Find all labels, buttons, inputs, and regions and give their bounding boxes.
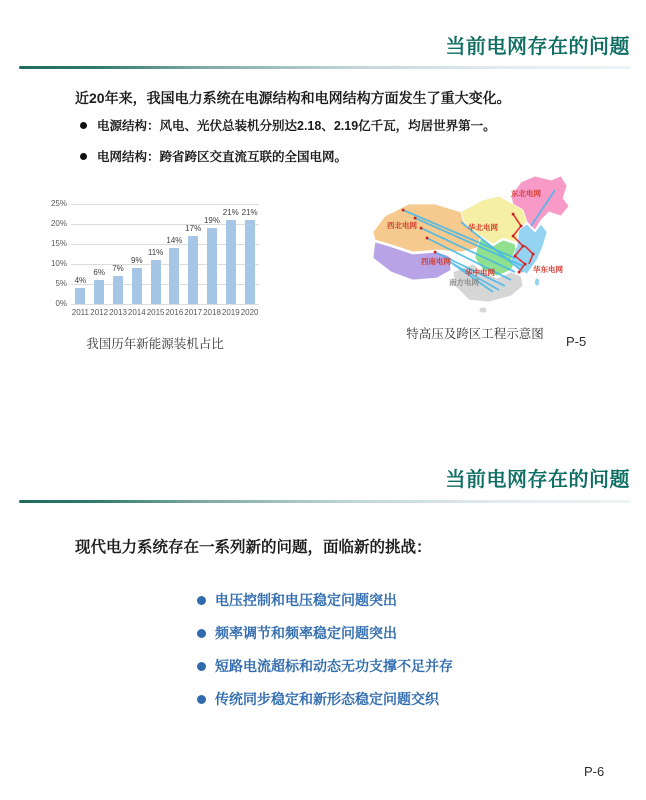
map-label-central: 华中电网 [465,268,495,277]
slide-2-intro: 现代电力系统存在一系列新的问题，面临新的挑战： [75,539,432,556]
x-axis-tick: 2011 [71,308,89,317]
bar [132,268,142,304]
new-energy-bar-chart [45,184,265,352]
china-map-box [365,172,585,314]
x-axis-tick: 2017 [184,308,203,317]
china-grid-map [363,172,587,342]
bar-value-label: 9% [131,256,143,265]
bar [207,228,217,304]
bullet-item [197,623,453,643]
x-axis-tick: 2013 [109,308,127,317]
y-axis-tick: 10% [50,259,67,268]
x-axis-tick: 2012 [90,308,109,317]
bar-value-label: 21% [222,208,239,217]
y-axis-tick: 5% [55,279,67,288]
bar-value-label: 17% [185,224,202,233]
bullet-icon [197,629,206,638]
hainan-island [479,307,487,313]
bar [169,248,179,304]
bullet-item [80,116,496,134]
map-label-northwest: 西北电网 [387,221,417,230]
bar [113,276,123,304]
china-map-svg [365,172,585,314]
slide-2-title: 当前电网存在的问题 [445,469,630,491]
bar-chart-caption: 我国历年新能源装机占比 [86,337,224,351]
x-axis-tick: 2014 [127,308,146,317]
bullet-item [197,689,453,709]
bullet-icon [197,596,206,605]
bullet-label: 电网结构：跨省跨区交直流互联的全国电网。 [97,150,348,164]
bar [151,260,161,304]
map-label-southwest: 西南电网 [421,257,451,266]
slide-1-title: 当前电网存在的问题 [445,36,630,58]
bullet-label: 电压控制和电压稳定问题突出 [215,592,397,608]
bullet-item [197,590,453,610]
bullet-icon [197,695,206,704]
y-axis-tick: 25% [50,199,67,208]
x-axis-tick: 2016 [165,308,184,317]
x-axis-tick: 2019 [221,308,240,317]
map-label-south: 南方电网 [449,278,479,287]
bar-value-label: 6% [93,268,105,277]
slide-1-bullet-list [80,116,496,178]
bullet-label: 传统同步稳定和新形态稳定问题交织 [215,691,439,707]
slide-2-bullet-list [197,590,453,722]
bullet-label: 电源结构：风电、光伏总装机分别达2.18、2.19亿千瓦，均居世界第一。 [97,119,496,133]
bar-value-label: 14% [166,236,183,245]
x-axis-tick: 2020 [240,308,259,317]
bar-value-label: 11% [147,248,164,257]
page-number: P-5 [566,334,587,349]
map-caption: 特高压及跨区工程示意图 [406,327,544,341]
x-axis-tick: 2015 [146,308,165,317]
bar-value-label: 7% [112,264,124,273]
y-axis-tick: 0% [55,299,67,308]
bar-chart-plot-area [45,184,265,324]
bullet-label: 短路电流超标和动态无功支撑不足并存 [215,658,453,674]
bullet-icon [80,122,87,129]
bar-value-label: 19% [203,216,220,225]
bar [94,280,104,304]
bar [188,236,198,304]
taiwan-island [535,278,540,286]
title-divider [19,66,631,69]
page-number: P-6 [584,764,605,779]
map-label-northeast: 东北电网 [511,189,541,198]
chart-gridline [71,304,259,305]
bullet-icon [80,153,87,160]
bar [226,220,236,304]
bar-value-label: 4% [74,276,87,285]
map-label-north: 华北电网 [468,223,498,232]
y-axis-tick: 20% [50,219,67,228]
bullet-icon [197,662,206,671]
slide-1-intro: 近20年来，我国电力系统在电源结构和电网结构方面发生了重大变化。 [75,90,511,106]
y-axis-tick: 15% [50,239,67,248]
bar-value-label: 21% [241,208,258,217]
bar [245,220,255,304]
bullet-label: 频率调节和频率稳定问题突出 [215,625,397,641]
chart-gridline [71,204,259,205]
x-axis-tick: 2018 [203,308,221,317]
bullet-item [80,147,496,165]
title-divider [19,500,631,503]
slide-2 [0,433,646,800]
bullet-item [197,656,453,676]
bar [75,288,85,304]
map-label-east: 华东电网 [533,265,563,274]
